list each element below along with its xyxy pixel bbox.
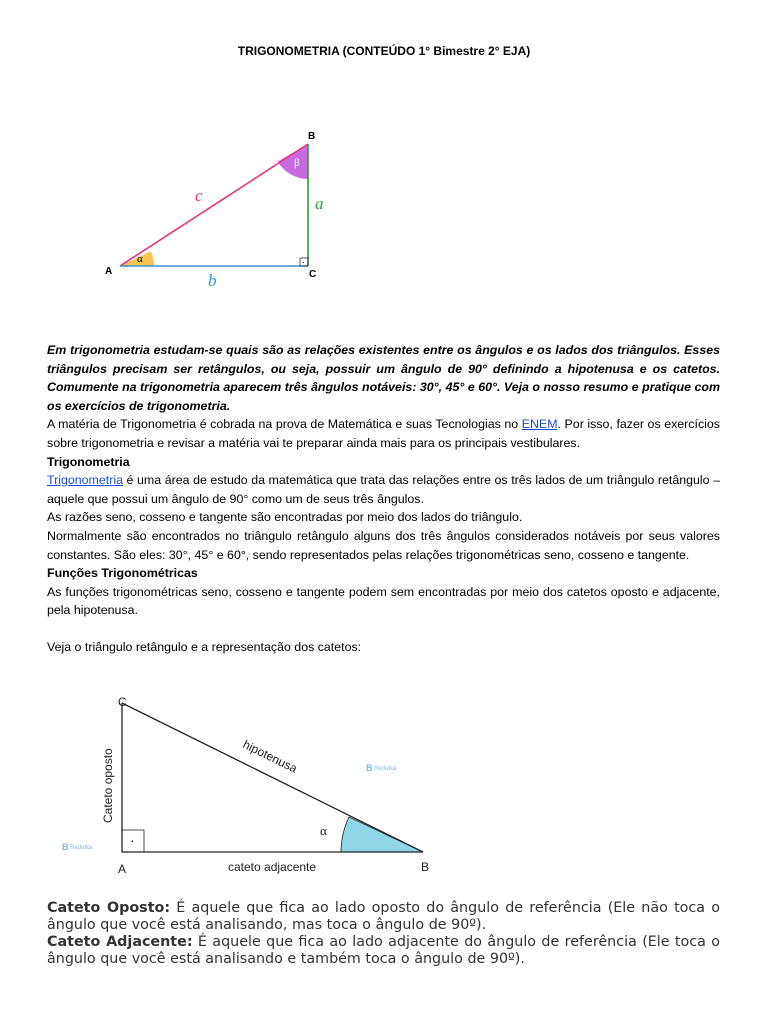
- watermark-icon-left: B: [62, 842, 69, 852]
- paragraph-enem-before: A matéria de Trigonometria é cobrada na prova de Matemática e suas Tecnologias no: [47, 417, 522, 432]
- beta-label: β: [294, 157, 300, 169]
- trigonometria-link[interactable]: Trigonometria: [47, 473, 123, 488]
- watermark-text-left: Redutka: [70, 845, 93, 851]
- alpha-label: α: [320, 823, 327, 838]
- hypotenuse-line: [122, 703, 423, 852]
- text-cateto-adjacente: É aquele que fica ao lado adjacente do ângulo de referência (Ele toca o ângulo que você está analisando e também toca o ângulo de 90º).: [47, 934, 720, 967]
- paragraph-ratios: As razões seno, cosseno e tangente são encontradas por meio dos lados do triângulo.: [47, 510, 523, 525]
- side-c-hypotenuse: [120, 144, 308, 266]
- spacer: [47, 620, 720, 638]
- definition-cateto-oposto: [47, 900, 720, 934]
- paragraph-notable-angles: Normalmente são encontrados no triângulo retângulo alguns dos três ângulos considerados notáveis por seus valores constantes. São eles: 30°, 45° e 60°, sendo representados pelas relações trigonométricas seno, cosseno e tangente.: [47, 528, 720, 562]
- hypotenuse-label: hipotenusa: [240, 737, 300, 776]
- watermark-text: Redutka: [374, 766, 397, 772]
- opposite-label: Cateto oposto: [101, 748, 115, 823]
- paragraph-enem: [47, 415, 720, 452]
- vertex-b-label: B: [421, 860, 430, 874]
- term-cateto-oposto: Cateto Oposto:: [47, 900, 171, 916]
- term-cateto-adjacente: Cateto Adjacente:: [47, 934, 193, 950]
- paragraph-enem-after: . Por isso, fazer os exercícios sobre trigonometria e revisar a matéria vai te preparar ainda mais para os principais vestibulares.: [47, 417, 720, 450]
- side-a-label: a: [315, 194, 324, 213]
- text-cateto-oposto: É aquele que fica ao lado oposto do ângulo de referência (Ele não toca o ângulo que você está analisando, mas toca o ângulo de 90º).: [47, 900, 720, 933]
- adjacent-label: cateto adjacente: [228, 860, 317, 874]
- vertex-b-label: B: [308, 131, 316, 142]
- alpha-label: α: [137, 253, 143, 265]
- right-angle-dot: ·: [302, 257, 305, 267]
- definitions: [47, 900, 720, 968]
- heading-funcoes: Funções Trigonométricas: [47, 566, 198, 581]
- article-body: [47, 341, 720, 657]
- angle-alpha-arc: [341, 817, 423, 852]
- triangle-figure-abc: [100, 125, 340, 295]
- vertex-a-label: A: [118, 862, 127, 876]
- enem-link[interactable]: ENEM: [521, 417, 558, 432]
- side-b-label: b: [208, 271, 217, 290]
- paragraph-functions: As funções trigonométricas seno, cosseno e tangente podem sem encontradas por meio dos catetos oposto e adjacente, pela hipotenusa.: [47, 584, 720, 618]
- intro-paragraph: Em trigonometria estudam-se quais são as relações existentes entre os ângulos e os lados dos triângulos. Esses triângulos precisam ser retângulos, ou seja, possuir um ângulo de 90° definindo a hipotenusa e os catetos. Comumente na trigonometria aparecem três ângulos notáveis: 30°, 45° e 60°. Veja o nosso resumo e pratique com os exercícios de trigonometria.: [47, 343, 720, 413]
- paragraph-definition: [47, 471, 720, 508]
- definition-cateto-adjacente: [47, 934, 720, 968]
- vertex-a-label: A: [105, 266, 113, 277]
- side-c-label: c: [195, 186, 203, 205]
- vertex-c-label: C: [118, 695, 127, 709]
- heading-trigonometria: Trigonometria: [47, 454, 130, 469]
- vertex-c-label: C: [309, 269, 317, 280]
- paragraph-see-triangle: Veja o triângulo retângulo e a representação dos catetos:: [47, 639, 362, 654]
- triangle-figure-catetos: [62, 690, 445, 880]
- paragraph-definition-text: é uma área de estudo da matemática que trata das relações entre os três lados de um triângulo retângulo – aquele que possui um ângulo de 90° como um de seus três ângulos.: [47, 473, 720, 506]
- watermark-icon: B: [366, 763, 373, 773]
- right-angle-dot: ·: [130, 832, 135, 848]
- page-title: TRIGONOMETRIA (CONTEÚDO 1° Bimestre 2° EJA): [237, 44, 531, 58]
